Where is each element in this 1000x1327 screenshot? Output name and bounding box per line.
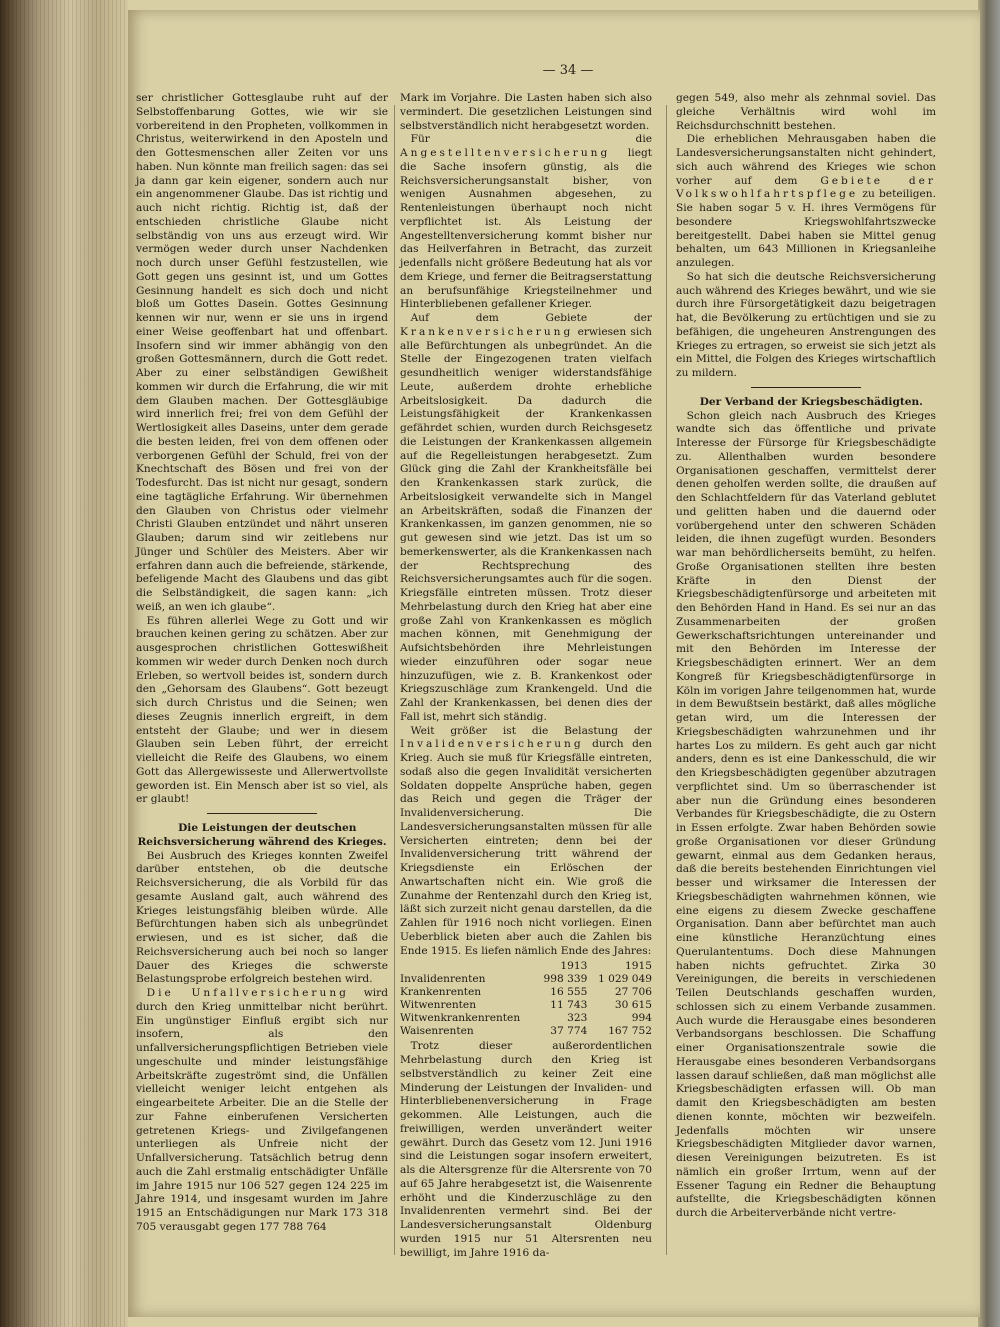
table-header-cell: [400, 960, 534, 973]
table-cell: Witwenkrankenrenten: [400, 1012, 521, 1025]
paragraph: Bei Ausbruch des Krieges konnten Zweifel darüber entstehen, ob die deutsche Reichsversicherung, die als Vorbild für das gesamte Ausland galt, auch während des Krieges leistungsfähig bleiben würde. Alle Befürchtungen haben sich als unbegründet erwiesen, und es ist sicher, daß die Reichsversicherung auch bei noch so langer Dauer des Krieges die schwerste Belastungsprobe erfolgreich bestehen wird.: [136, 849, 388, 986]
paragraph: Es führen allerlei Wege zu Gott und wir brauchen keinen gering zu schätzen. Aber zur ausgesprochen christlichen Gotteswißheit kommen wir weder durch Denken noch durch Erleben, so wertvoll beides ist, sondern durch den „Gehorsam des Glaubens“. Gott bezeugt sich durch Christus und die Seinen; wen dieses Zeugnis innerlich ergreift, in dem entsteht der Glaube; und wer in diesem Glauben sein Leben führt, der erreicht vielleicht die Reife des Glaubens, wo einem Gott das Allergewisseste und Allerwertvollste geworden ist. Ein Mensch aber ist so viel, als er glaubt!: [136, 614, 388, 806]
article-heading: Die Leistungen der deutschen Reichsversicherung während des Krieges.: [137, 822, 387, 848]
pension-statistics-table: [400, 960, 652, 1038]
table-cell: 998 339: [543, 973, 588, 986]
table-cell: 37 774: [550, 1025, 588, 1038]
spaced-term: Die Unfallversicherung: [146, 987, 349, 999]
section-separator: [207, 813, 317, 814]
paragraph-text: Für die: [410, 133, 652, 146]
table-cell: Invalidenrenten: [400, 973, 486, 986]
table-cell: Krankenrenten: [400, 986, 482, 999]
spaced-term: Invalidenversicherung: [400, 738, 584, 751]
page-number: — 34 —: [542, 63, 594, 78]
spaced-term: Angestelltenversicherung: [400, 147, 611, 159]
table-header-cell: 1915: [625, 960, 652, 973]
paragraph-text: durch den Krieg. Auch sie muß für Kriegsfälle eintreten, sodaß also die gegen Invalidität versicherten Soldaten doppelte Ansprüche haben, gegen das Reich und gegen die Träger der Invalidenversicherung. Die Landesversicherungsanstalten müssen für alle Versicherten eintreten; denn bei der Invalidenversicherung tritt während der Kriegsdienste ein Erlöschen der Anwartschaften nicht ein. Wie groß die Zunahme der Rentenzahl durch den Krieg ist, läßt sich zurzeit nicht genau darstellen, da die Zahlen für 1916 noch nicht vorliegen. Einen Ueberblick bieten aber auch die Zahlen bis Ende 1915. Es liefen nämlich Ende des Jahres:: [400, 738, 652, 957]
table-cell: 27 706: [614, 986, 652, 999]
table-header-cell: 1913: [560, 960, 588, 973]
paragraph: [136, 987, 388, 1235]
table-row: [400, 973, 652, 986]
table-cell: 1 029 049: [598, 973, 652, 986]
table-cell: Waisenrenten: [400, 1025, 474, 1038]
paragraph-text: Weit größer ist die Belastung der: [410, 724, 652, 737]
table-header-row: [400, 960, 652, 973]
paragraph: [400, 725, 652, 959]
paragraph-text: Die erheblichen Mehrausgaben haben die Landesversicherungsanstalten nicht gehindert, sich auch während des Krieges wie schon vorher auf dem: [676, 133, 936, 187]
table-cell: 16 555: [550, 986, 588, 999]
background-strip: [978, 0, 1000, 1327]
column-divider: [666, 105, 667, 1255]
paragraph: Mark im Vorjahre. Die Lasten haben sich also vermindert. Die gesetzlichen Leistungen sind selbstverständlich nicht herabgesetzt worden.: [400, 92, 652, 132]
table-row: [400, 1012, 652, 1025]
paragraph: Trotz dieser außerordentlichen Mehrbelastung durch den Krieg ist selbstverständlich zu keiner Zeit eine Minderung der Leistungen der Invaliden- und Hinterbliebenenversicherung in Frage gekommen. Alle Leistungen, auch die freiwilligen, werden unverändert weiter gewährt. Durch das Gesetz vom 12. Juni 1916 sind die Leistungen sogar insofern erweitert, als die Altersgrenze für die Altersrente von 70 auf 65 Jahre herabgesetzt ist, die Waisenrente erhöht und die Kinderzuschläge zu den Invalidenrenten vermehrt sind. Bei der Landesversicherungsanstalt Oldenburg wurden 1915 nur 51 Altersrenten neu bewilligt, im Jahre 1916 da-: [400, 1040, 652, 1259]
paragraph-text: erwiesen sich alle Befürchtungen als unbegründet. An die Stelle der Eingezogenen traten vielfach gesundheitlich weniger widerstandsfähige Leute, außerdem drohte erhebliche Arbeitslosigkeit. Da dadurch die Leistungsfähigkeit der Krankenkassen gefährdet schien, wurden durch Reichsgesetz die Leistungen der Krankenkassen allgemein auf die Regelleistungen herabgesetzt. Zum Glück ging die Zahl der Krankheitsfälle bei den Krankenkassen stark zurück, die Arbeitslosigkeit verwandelte sich in Mangel an Arbeitskräften, sodaß die Finanzen der Krankenkassen, im ganzen genommen, nie so gut gewesen sind wie jetzt. Das ist um so bemerkenswerter, als die Krankenkassen nach der Rechtsprechung des Reichsversicherungsamtes auch für die sogen. Kriegsfälle eintreten müssen. Trotz dieser Mehrbelastung durch den Krieg hat aber eine große Zahl von Krankenkassen es möglich machen können, mit Genehmigung der Aufsichtsbehörden ihre Mehrleistungen wieder einzuführen oder sogar neue hinzuzufügen, wie z. B. Krankenkost oder Kriegszuschläge zum Krankengeld. Und die Zahl der Krankenkassen, bei denen dies der Fall ist, mehrt sich ständig.: [400, 325, 652, 723]
column-divider: [394, 105, 395, 1255]
table-row: [400, 1025, 652, 1038]
table-cell: 167 752: [608, 1025, 652, 1038]
book-binding-edge: [0, 0, 128, 1327]
paragraph: Schon gleich nach Ausbruch des Krieges wandte sich das öffentliche und private Interesse der Fürsorge für Kriegsbeschädigte zu. Allenthalben wurden besondere Organisationen geschaffen, vermittelst derer denen geholfen werden sollte, die draußen auf den Schlachtfeldern für das Vaterland geblutet und gelitten haben und die dauernd oder vorübergehend unter den schweren Schäden leiden, die ihnen zugefügt wurden. Besonders war man behördlicherseits bemüht, zu helfen. Große Organisationen stellten ihre besten Kräfte in den Dienst der Kriegsbeschädigtenfürsorge und arbeiteten mit den Behörden Hand in Hand. Es sei nur an das Zusammenarbeiten der großen Gewerkschaftsrichtungen untereinander und mit den Behörden im Interesse der Kriegsbeschädigten erinnert. Wer an dem Kongreß für Kriegsbeschädigtenfürsorge in Köln im vorigen Jahre teilgenommen hat, wurde in dem Bewußtsein bestärkt, daß alles mögliche getan wird, um die Interessen der Kriegsbeschädigten wahrzunehmen und ihr hartes Los zu mildern. Es geht auch gar nicht anders, denn es ist eine Dankesschuld, die wir den Kriegsbeschädigten gegenüber abzutragen verpflichtet sind. Um so überraschender ist aber nun die Gründung eines besonderen Verbandes für Kriegsbeschädigte, die zu Ostern in Essen erfolgte. Zwar haben Behörden sowie große Organisationen vor dieser Gründung gewarnt, einmal aus dem Gedanken heraus, daß die bereits bestehenden Einrichtungen viel besser und wirksamer die Interessen der Kriegsbeschädigten wahrnehmen können, wie eine eigens zu diesem Zwecke geschaffene Organisation. Dann aber befürchtet man auch eine künstliche Heranzüchtung eines Querulantentums. Doch diese Mahnungen haben nichts gefruchtet. Zirka 30 Vereinigungen, die bereits in verschiedenen Teilen Deutschlands geschaffen wurden, schlossen sich zu einem Verbande zusammen. Auch wurde die Herausgabe eines besonderen Verbandsorgans beschlossen. Die Schaffung einer Organisationszentrale sowie die Herausgabe eines besonderen Verbandsorgans lassen darauf schließen, daß man möglichst alle Kriegsbeschädigten erfassen will. Ob man damit den Kriegsbeschädigten am besten dienen konnte, möchten wir bezweifeln. Jedenfalls möchten wir unsere Kriegsbeschädigten Mitglieder davor warnen, diesen Vereinigungen beizutreten. Es ist nämlich ein großer Irrtum, wenn auf der Essener Tagung ein Redner die Behauptung aufstellte, die Kriegsbeschädigten können durch die Arbeiterverbände nicht vertre-: [676, 409, 936, 1219]
column-left: [136, 92, 388, 1235]
paragraph: So hat sich die deutsche Reichsversicherung auch während des Krieges bewährt, und wie sie durch ihre Fürsorgetätigkeit dazu beigetragen hat, die Bevölkerung zu ertüchtigen und sie zu befähigen, die ungeheuren Anstrengungen des Krieges zu ertragen, so erweist sie sich jetzt als ein Mittel, die Folgen des Krieges wirtschaftlich zu mildern.: [676, 270, 936, 379]
paragraph-text: zu beteiligen. Sie haben sogar 5 v. H. ihres Vermögens für besondere Kriegswohlfahrtszwecke bereitgestellt. Dabei haben sie Mittel genug behalten, um 643 Millionen in Kriegsanleihe anzulegen.: [676, 188, 936, 269]
table-cell: 11 743: [550, 999, 588, 1012]
table-cell: Witwenrenten: [400, 999, 477, 1012]
section-separator: [751, 387, 861, 388]
table-row: [400, 986, 652, 999]
paragraph: ser christlicher Gottesglaube ruht auf der Selbstoffenbarung Gottes, wie wir sie vorbereitend in den Propheten, vollkommen in Christus, weiterwirkend in den Aposteln und den Gottesmenschen aller Zeiten vor uns haben. Nun könnte man freilich sagen: das sei ja dann gar kein eigener, sondern auch nur ein angenommener Glaube. Das ist richtig und auch nicht richtig. Richtig ist, daß der entschieden christliche Glaube nicht selbständig von uns aus erzeugt wird. Wir vermögen weder durch unser Nachdenken noch durch unser Gefühl festzustellen, wie Gott gegen uns gesinnt ist, und um Gottes Gesinnung handelt es sich doch und nicht bloß um Gottes Dasein. Gottes Gesinnung kennen wir nur, wenn er sie uns in irgend einer Weise geoffenbart hat und offenbart. Insofern sind wir immer abhängig von den großen Gottesmännern, durch die Gott redet. Aber zu einer selbständigen Gewißheit kommen wir durch die Erfahrung, die wir mit dem Glauben machen. Der Gottesgläubige wird innerlich frei; frei von dem Gefühl der Wertlosigkeit alles Daseins, unter dem gerade die besten leiden, frei von dem offenen oder verborgenen Gefühl der Schuld, frei von der Knechtschaft des Bösen und frei von der Todesfurcht. Das ist nicht nur gesagt, sondern eine tagtägliche Erfahrung. Wir übernehmen den Glauben von Christus oder vielmehr Christi Glauben entzündet und nährt unseren Glauben; darum sind wir zeitlebens nur Jünger und Schüler des Meisters. Aber wir erfahren dann auch die befreiende, stärkende, befeligende Macht des Glaubens und das gibt die Selbständigkeit, die sagen kann: „ich weiß, an wen ich glaube“.: [136, 92, 388, 613]
paragraph-text: wird durch den Krieg unmittelbar nicht berührt. Ein ungünstiger Einfluß ergibt sich nur insofern, als den unfallversicherungspflichtigen Betrieben viele ungeschulte und minder leistungsfähige Arbeitskräfte zugeströmt sind, die Unfällen vielleicht weniger leicht entgehen als eingearbeitete Arbeiter. Die an die Stelle der zur Fahne einberufenen Versicherten getretenen Kriegs- und Zivilgefangenen unterliegen als Unfreie nicht der Unfallversicherung. Tatsächlich betrug denn auch die Zahl erstmalig entschädigter Unfälle im Jahre 1915 nur 106 527 gegen 124 225 im Jahre 1914, und insgesamt wurden im Jahre 1915 an Entschädigungen nur Mark 173 318 705 verausgabt gegen 177 788 764: [136, 987, 388, 1233]
spaced-term: Krankenversicherung: [400, 325, 574, 338]
table-cell: 30 615: [614, 999, 652, 1012]
table-cell: 994: [631, 1012, 652, 1025]
table-row: [400, 999, 652, 1012]
paragraph: gegen 549, also mehr als zehnmal soviel. Das gleiche Verhältnis wird wohl im Reichsdurchschnitt bestehen.: [676, 92, 936, 132]
paragraph: [676, 133, 936, 271]
paragraph: [400, 312, 652, 725]
column-right: [676, 92, 936, 1221]
article-heading: Der Verband der Kriegsbeschädigten.: [699, 395, 923, 408]
paragraph: [400, 133, 652, 312]
paragraph-text: liegt die Sache insofern günstig, als die Reichsversicherungsanstalt bisher, von wenigen Ausnahmen abgesehen, zu Rentenleistungen überhaupt noch nicht verpflichtet ist. Als Leistung der Angestelltenversicherung kommt bisher nur das Heilverfahren in Betracht, das zurzeit jedenfalls nicht größere Bedeutung hat als vor dem Kriege, und ferner die Beitragserstattung an berufsunfähige Kriegsteilnehmer und Hinterbliebenen gefallener Krieger.: [400, 147, 652, 311]
newspaper-page: [128, 10, 980, 1317]
column-middle: [400, 92, 652, 1260]
spaced-term: Gebiete der Volkswohlfahrtspflege: [676, 174, 937, 201]
paragraph-text: Auf dem Gebiete der: [410, 312, 652, 324]
table-cell: 323: [567, 1012, 588, 1025]
